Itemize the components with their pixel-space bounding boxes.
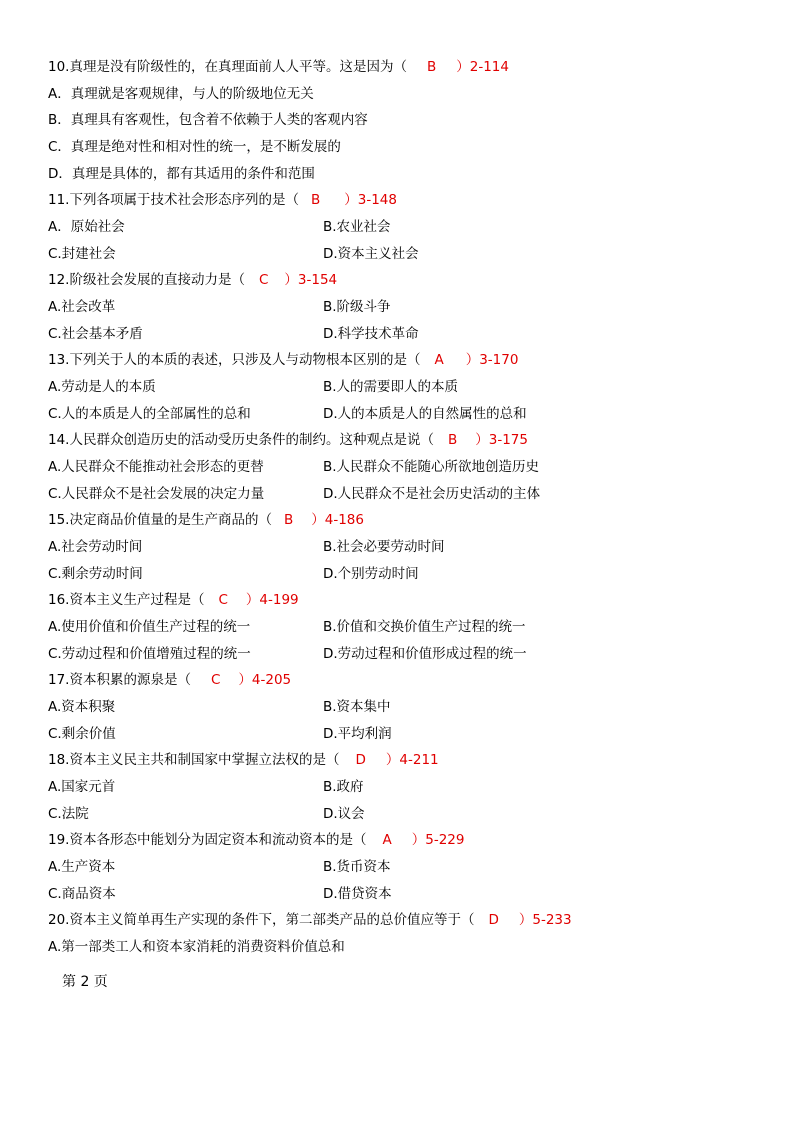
question-18-stem-line	[48, 750, 439, 770]
question-stem: 12.阶级社会发展的直接动力是（	[48, 272, 245, 288]
option-d: D．真理是具体的，都有其适用的条件和范围	[48, 166, 315, 182]
option-a: A.社会改革	[48, 299, 116, 315]
option-b: B.阶级斗争	[323, 299, 391, 315]
question-stem: 19.资本各形态中能划分为固定资本和流动资本的是（	[48, 832, 367, 848]
page-reference: ）5-233	[518, 912, 572, 928]
option-b: B.人民群众不能随心所欲地创造历史	[323, 459, 540, 475]
option-d: D.人民群众不是社会历史活动的主体	[323, 486, 541, 502]
option-b: B.人的需要即人的本质	[323, 379, 459, 395]
option-c: C．真理是绝对性和相对性的统一，是不断发展的	[48, 139, 341, 155]
option-d: D.劳动过程和价值形成过程的统一	[323, 646, 527, 662]
page-reference: ）3-170	[465, 352, 519, 368]
option-a: A.国家元首	[48, 779, 116, 795]
answer-letter: B	[426, 59, 437, 75]
option-b: B．真理具有客观性，包含着不依赖于人类的客观内容	[48, 112, 368, 128]
page-reference: ）4-205	[238, 672, 292, 688]
option-b: B.政府	[323, 779, 364, 795]
option-c: C.人的本质是人的全部属性的总和	[48, 406, 251, 422]
question-17-stem-line	[48, 670, 291, 690]
option-d: D.借贷资本	[323, 886, 392, 902]
option-a: A．真理就是客观规律，与人的阶级地位无关	[48, 86, 314, 102]
answer-letter: A	[434, 352, 444, 368]
option-d: D.科学技术革命	[323, 326, 419, 342]
option-a: A.第一部类工人和资本家消耗的消费资料价值总和	[48, 939, 345, 955]
answer-letter: D	[355, 752, 366, 768]
question-stem: 13.下列关于人的本质的表述，只涉及人与动物根本区别的是（	[48, 352, 421, 368]
question-16-stem-line	[48, 590, 299, 610]
option-a: A．原始社会	[48, 219, 125, 235]
answer-letter: A	[382, 832, 392, 848]
option-a: A.资本积聚	[48, 699, 116, 715]
option-c: C.社会基本矛盾	[48, 326, 143, 342]
option-a: A.使用价值和价值生产过程的统一	[48, 619, 251, 635]
answer-letter: C	[258, 272, 269, 288]
page-reference: ）5-229	[411, 832, 465, 848]
option-a: A.人民群众不能推动社会形态的更替	[48, 459, 264, 475]
page-reference: ）2-114	[456, 59, 509, 75]
question-11-stem-line	[48, 190, 397, 210]
question-20-stem-line	[48, 910, 572, 930]
page-reference: ）4-199	[245, 592, 299, 608]
question-stem: 18.资本主义民主共和制国家中掌握立法权的是（	[48, 752, 340, 768]
option-b: B.资本集中	[323, 699, 391, 715]
page-reference: ）4-211	[385, 752, 439, 768]
option-b: B.社会必要劳动时间	[323, 539, 445, 555]
option-b: B.农业社会	[323, 219, 391, 235]
page-number-footer: 第 2 页	[62, 974, 108, 990]
page-reference: ）3-148	[344, 192, 397, 208]
question-13-stem-line	[48, 350, 518, 370]
question-stem: 15.决定商品价值量的是生产商品的（	[48, 512, 272, 528]
option-a: A.社会劳动时间	[48, 539, 143, 555]
question-stem: 10.真理是没有阶级性的，在真理面前人人平等。这是因为（	[48, 59, 407, 75]
page-reference: ）3-175	[475, 432, 528, 448]
answer-letter: C	[218, 592, 228, 608]
question-stem: 17.资本积累的源泉是（	[48, 672, 191, 688]
option-d: D.资本主义社会	[323, 246, 419, 262]
question-10-stem-line	[48, 57, 509, 77]
option-b: B.货币资本	[323, 859, 391, 875]
question-stem: 11.下列各项属于技术社会形态序列的是（	[48, 192, 299, 208]
option-c: C.剩余价值	[48, 726, 116, 742]
option-c: C.剩余劳动时间	[48, 566, 143, 582]
option-a: A.劳动是人的本质	[48, 379, 156, 395]
answer-letter: B	[310, 192, 321, 208]
option-c: C.法院	[48, 806, 89, 822]
answer-letter: C	[210, 672, 221, 688]
option-d: D.议会	[323, 806, 365, 822]
option-d: D.个别劳动时间	[323, 566, 419, 582]
answer-letter: D	[488, 912, 499, 928]
question-stem: 14.人民群众创造历史的活动受历史条件的制约。这种观点是说（	[48, 432, 434, 448]
option-a: A.生产资本	[48, 859, 116, 875]
question-stem: 20.资本主义简单再生产实现的条件下，第二部类产品的总价值应等于（	[48, 912, 475, 928]
option-c: C.商品资本	[48, 886, 116, 902]
option-c: C.人民群众不是社会发展的决定力量	[48, 486, 265, 502]
option-d: D.人的本质是人的自然属性的总和	[323, 406, 527, 422]
option-c: C.封建社会	[48, 246, 116, 262]
question-stem: 16.资本主义生产过程是（	[48, 592, 205, 608]
question-14-stem-line	[48, 430, 528, 450]
option-d: D.平均利润	[323, 726, 392, 742]
option-b: B.价值和交换价值生产过程的统一	[323, 619, 526, 635]
option-c: C.劳动过程和价值增殖过程的统一	[48, 646, 251, 662]
question-12-stem-line	[48, 270, 337, 290]
page-reference: ）4-186	[311, 512, 364, 528]
answer-letter: B	[447, 432, 458, 448]
question-15-stem-line	[48, 510, 364, 530]
page-reference: ）3-154	[284, 272, 338, 288]
question-19-stem-line	[48, 830, 464, 850]
answer-letter: B	[283, 512, 294, 528]
